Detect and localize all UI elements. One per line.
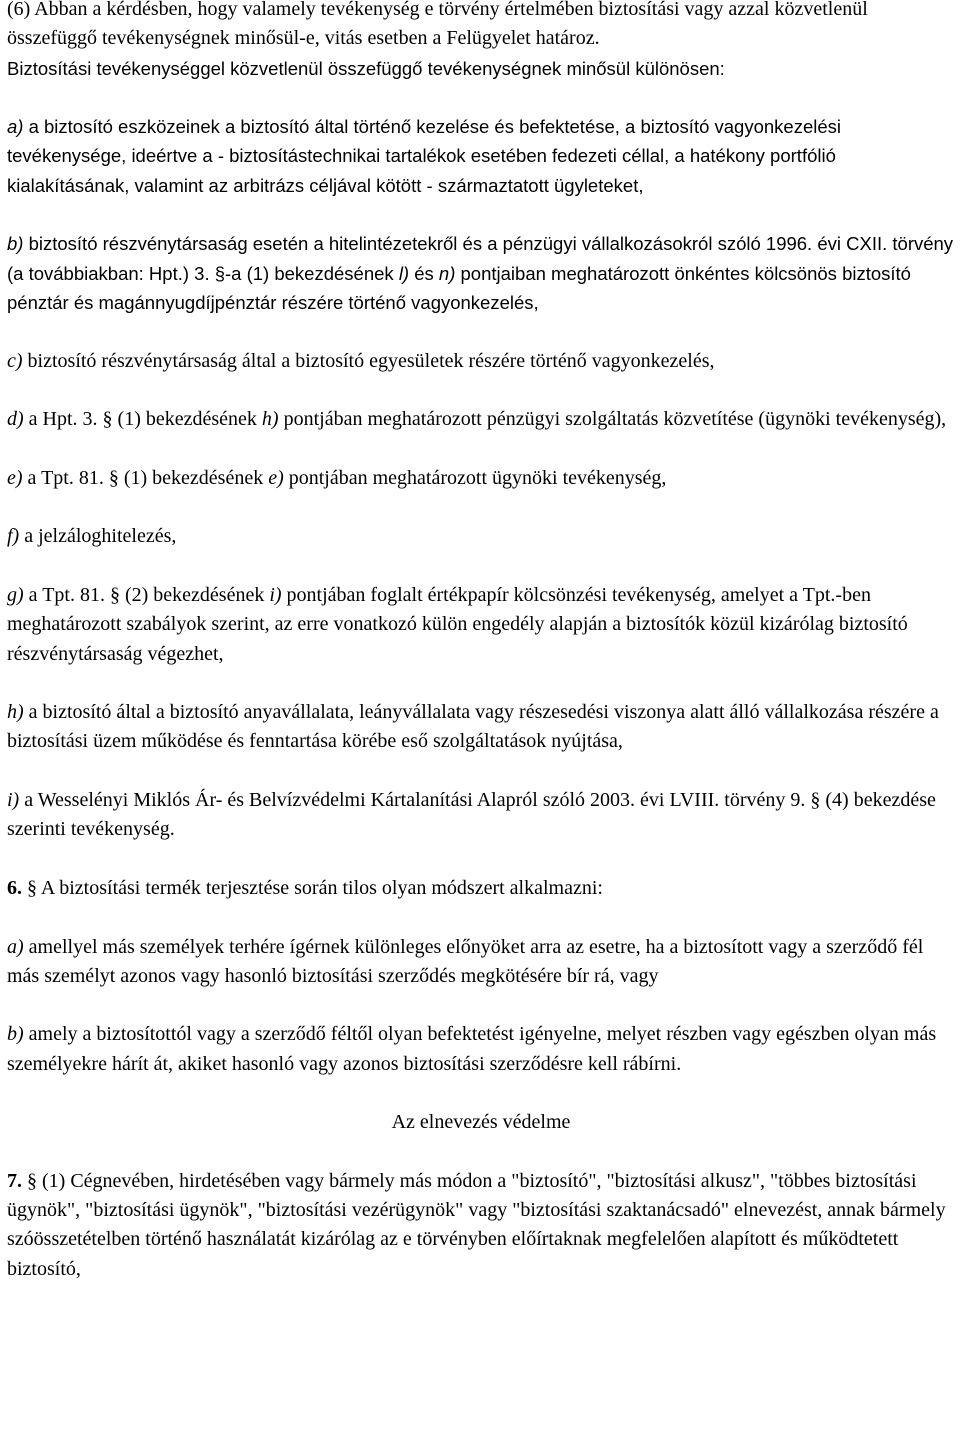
- section6-item-b: [7, 1020, 955, 1079]
- para6-intro: (6) Abban a kérdésben, hogy valamely tevékenység e törvény értelmében biztosítási vagy azzal közvetlenül összefüggő tevékenységnek minősül-e, vitás esetben a Felügyelet határoz.: [7, 0, 868, 50]
- item-letter: d): [7, 408, 24, 431]
- list-item-f: [7, 522, 955, 551]
- section-text: § A biztosítási termék terjesztése során tilos olyan módszert alkalmazni:: [27, 876, 603, 899]
- point-ref: e): [268, 466, 284, 489]
- item-letter: a): [7, 116, 24, 138]
- section6-item-a: [7, 933, 955, 992]
- item-letter: b): [7, 1023, 24, 1046]
- section-heading: Az elnevezés védelme: [391, 1111, 571, 1134]
- item-letter: b): [7, 233, 24, 255]
- item-text: a biztosító eszközeinek a biztosító által történő kezelése és befektetése, a biztosító vagyonkezelési tevékenysége, ideértve a - biztosítástechnikai tartalékok esetében fedezeti céllal, a hatékony portfólió kialakításának, valamint az arbitrázs céljával kötött - származtatott ügyleteket,: [7, 116, 842, 196]
- item-text: pontjában foglalt értékpapír kölcsönzési tevékenység, amelyet a Tpt.-ben meghatározott szabályok szerint, az erre vonatkozó külön engedély alapján a biztosítók közül kizárólag biztosító részvénytársaság végezhet,: [7, 583, 908, 665]
- list-item-d: [7, 405, 955, 434]
- list-item-e: [7, 464, 955, 493]
- list-item-i: [7, 786, 955, 845]
- item-text: pontjában meghatározott ügynöki tevékenység,: [283, 466, 667, 489]
- item-text: amellyel más személyek terhére ígérnek különleges előnyöket arra az esetre, ha a biztosított vagy a szerződő fél más személyt azonos vagy hasonló biztosítási szerződés megkötésére bír rá, vagy: [7, 935, 924, 987]
- item-letter: e): [7, 466, 23, 489]
- point-ref: l): [398, 262, 410, 284]
- list-item-a: [7, 112, 955, 200]
- list-item-h: [7, 698, 955, 757]
- item-text: pontjaiban meghatározott önkéntes kölcsönös biztosító pénztár és magánnyugdíjpénztár részére történő vagyonkezelés,: [7, 262, 911, 313]
- item-text: a Tpt. 81. § (1) bekezdésének: [27, 466, 269, 489]
- section-7-text: [7, 1167, 955, 1284]
- item-letter: g): [7, 583, 24, 606]
- section-number: 7.: [7, 1169, 22, 1192]
- point-ref: h): [261, 408, 279, 431]
- item-text: biztosító részvénytársaság esetén a hitelintézetekről és a pénzügyi vállalkozásokról szóló 1996. évi CXII. törvény (a továbbiakban: Hpt.) 3. §-a (1) bekezdésének: [7, 233, 954, 284]
- list-item-b: [7, 229, 955, 317]
- document-page: [7, 0, 955, 1284]
- section-6-lead: [7, 874, 955, 903]
- point-ref: n): [438, 262, 456, 284]
- item-text: biztosító részvénytársaság által a biztosító egyesületek részére történő vagyonkezelés,: [27, 349, 715, 372]
- section-number: 6.: [7, 876, 22, 899]
- item-text: a jelzáloghitelezés,: [24, 525, 177, 548]
- section-text: § (1) Cégnevében, hirdetésében vagy bármely más módon a "biztosító", "biztosítási alkusz", "többes biztosítási ügynök", "biztosítási ügynök", "biztosítási vezérügynök" vagy "biztosítási szaktanácsadó" elnevezést, annak bármely szóösszetételben történő használatát kizárólag az e törvényben előírtaknak megfelelően alapított és működtetett biztosító,: [7, 1169, 946, 1280]
- item-letter: c): [7, 349, 23, 372]
- item-text: és: [409, 262, 439, 284]
- item-text: a Hpt. 3. § (1) bekezdésének: [28, 408, 262, 431]
- item-letter: i): [7, 789, 20, 812]
- item-letter: f): [7, 525, 20, 548]
- item-text: a Wesselényi Miklós Ár- és Belvízvédelmi Kártalanítási Alapról szóló 2003. évi LVIII. törvény 9. § (4) bekezdése szerinti tevékenység.: [7, 789, 936, 841]
- item-text: pontjában meghatározott pénzügyi szolgáltatás közvetítése (ügynöki tevékenység),: [278, 408, 947, 431]
- list-item-c: [7, 347, 955, 376]
- list-item-g: [7, 581, 955, 669]
- item-text: a Tpt. 81. § (2) bekezdésének: [28, 583, 270, 606]
- item-text: amely a biztosítottól vagy a szerződő féltől olyan befektetést igényelne, melyet részben vagy egészben olyan más személyekre hárít át, akiket hasonló vagy azonos biztosítási szerződésre kell rábírni.: [7, 1023, 937, 1075]
- para6-lead: Biztosítási tevékenységgel közvetlenül összefüggő tevékenységnek minősül különösen:: [7, 57, 725, 79]
- item-text: a biztosító által a biztosító anyavállalata, leányvállalata vagy részesedési viszonya alatt álló vállalkozása részére a biztosítási üzem működése és fenntartása körébe eső szolgáltatások nyújtása,: [7, 701, 939, 753]
- item-letter: h): [7, 701, 24, 724]
- point-ref: i): [269, 583, 282, 606]
- item-letter: a): [7, 935, 24, 958]
